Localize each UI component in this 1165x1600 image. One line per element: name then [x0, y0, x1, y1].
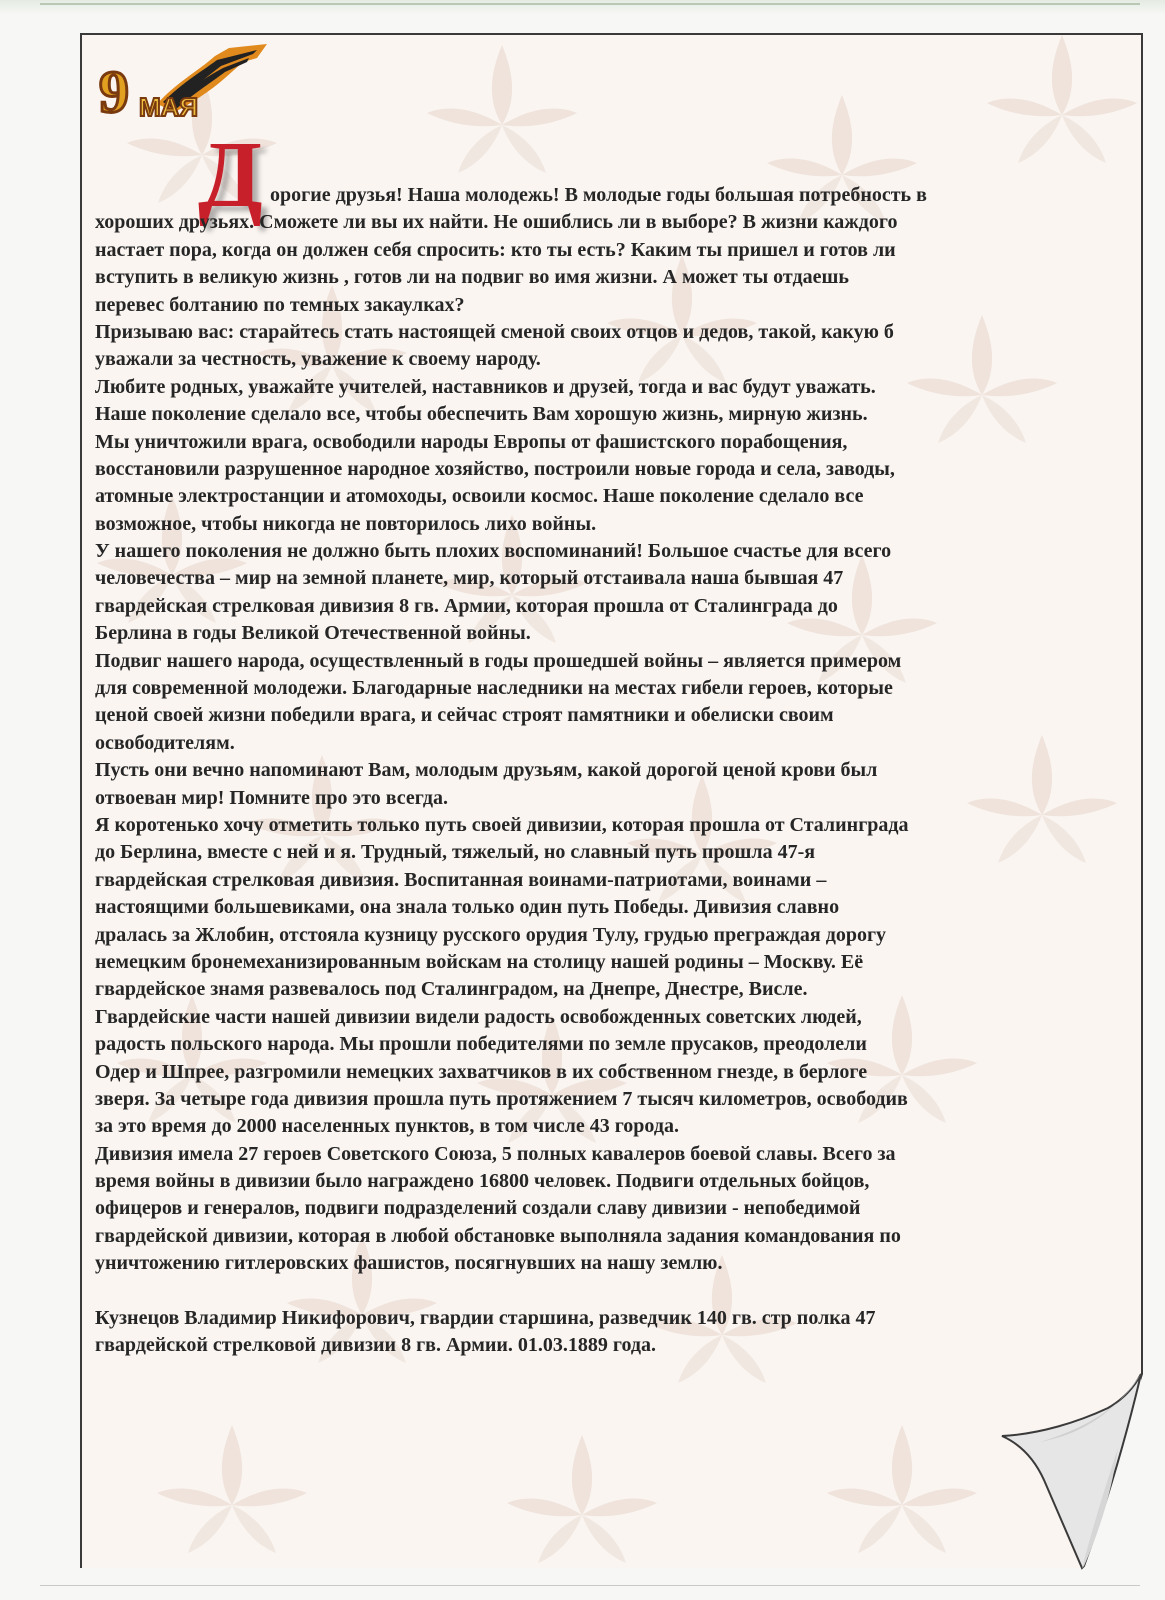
- letter-line: орогие друзья! Наша молодежь! В молодые годы большая потребность в: [270, 184, 927, 206]
- letter-line: перевес болтанию по темных закаулках?: [95, 293, 465, 316]
- letter-line: настает пора, когда он должен себя спросить: кто ты есть? Каким ты пришел и готов ли: [95, 238, 896, 261]
- scan-mark: [40, 3, 1140, 5]
- letter-line: У нашего поколения не должно быть плохих воспоминаний! Большое счастье для всего: [95, 540, 892, 563]
- signature-line: Кузнецов Владимир Никифорович, гвардии старшина, разведчик 140 гв. стр полка 47: [95, 1307, 876, 1330]
- letter-line: Берлина в годы Великой Отечественной войны.: [95, 622, 531, 645]
- letter-line: уничтожению гитлеровских фашистов, посягнувших на нашу землю.: [95, 1252, 723, 1275]
- letter-line: Дивизия имела 27 героев Советского Союза, 5 полных кавалеров боевой славы. Всего за: [95, 1142, 896, 1165]
- letter-line: зверя. За четыре года дивизия прошла путь протяжением 7 тысяч километров, освободив: [95, 1087, 908, 1110]
- letter-line: время войны в дивизии было награждено 16800 человек. Подвиги отдельных бойцов,: [95, 1170, 870, 1193]
- letter-line: ценой своей жизни победили врага, и сейчас строят памятники и обелиски своим: [95, 704, 834, 727]
- letter-line: дралась за Жлобин, отстояла кузницу русского орудия Тулу, грудью преграждая дорогу: [95, 923, 887, 946]
- letter-line: немецким бронемеханизированным войскам на столицу нашей родины – Москву. Её: [95, 950, 864, 973]
- svg-text:9: 9: [99, 59, 129, 125]
- letter-line: Наше поколение сделало все, чтобы обеспечить Вам хорошую жизнь, мирную жизнь.: [95, 403, 868, 426]
- letter-line: хороших друзьях. Сможете ли вы их найти. Не ошиблись ли в выборе? В жизни каждого: [95, 211, 898, 234]
- page-curl: [1000, 1370, 1145, 1570]
- letter-line: освободителям.: [95, 731, 235, 754]
- letter-line: Гвардейские части нашей дивизии видели радость освобожденных советских людей,: [95, 1005, 862, 1028]
- letter-line: настоящими большевиками, она знала только один путь Победы. Дивизия славно: [95, 896, 840, 919]
- letter-line: для современной молодежи. Благодарные наследники на местах гибели героев, которые: [95, 677, 893, 700]
- letter-line: человечества – мир на земной планете, мир, который отстаивала наша бывшая 47: [95, 567, 844, 590]
- paragraph-gap: [95, 1278, 1095, 1305]
- letter-line: Одер и Шпрее, разгромили немецких захватчиков в их собственном гнезде, в берлоге: [95, 1060, 868, 1083]
- letter-line: возможное, чтобы никогда не повторилось лихо войны.: [95, 512, 597, 535]
- letter-line: Я коротенько хочу отметить только путь своей дивизии, которая прошла от Сталинграда: [95, 813, 909, 836]
- letter-line: уважали за честность, уважение к своему народу.: [95, 348, 541, 371]
- scan-top-edge: [0, 0, 1165, 14]
- letter-line: гвардейская стрелковая дивизия 8 гв. Армии, которая прошла от Сталинграда до: [95, 594, 838, 617]
- signature-line: гвардейской стрелковой дивизии 8 гв. Армии. 01.03.1889 года.: [95, 1334, 657, 1357]
- letter-line: вступить в великую жизнь , готов ли на подвиг во имя жизни. А может ты отдаешь: [95, 266, 849, 289]
- letter-line: гвардейское знамя развевалось под Сталинградом, на Днепре, Днестре, Висле.: [95, 978, 808, 1001]
- scan-bottom-line: [40, 1585, 1140, 1586]
- letter-line: восстановили разрушенное народное хозяйство, построили новые города и села, заводы,: [95, 457, 895, 480]
- letter-line: Любите родных, уважайте учителей, наставников и друзей, тогда и вас будут уважать.: [95, 375, 876, 398]
- letter-body: [95, 182, 1095, 1360]
- letter-line: Мы уничтожили врага, освободили народы Европы от фашистского порабощения,: [95, 430, 848, 453]
- letter-line: офицеров и генералов, подвиги подразделений создали славу дивизии - непобедимой: [95, 1197, 861, 1220]
- letter-line: Призываю вас: старайтесь стать настоящей сменой своих отцов и дедов, такой, какую б: [95, 320, 894, 343]
- logo-text: [99, 59, 198, 125]
- victory-day-logo: [97, 42, 267, 126]
- letter-line: до Берлина, вместе с ней и я. Трудный, тяжелый, но славный путь прошла 47-я: [95, 841, 816, 864]
- letter-line: отвоеван мир! Помните про это всегда.: [95, 786, 448, 809]
- letter-line: за это время до 2000 населенных пунктов, в том числе 43 города.: [95, 1115, 679, 1138]
- svg-text:МАЯ: МАЯ: [139, 92, 199, 122]
- drop-cap-letter: Д: [198, 123, 263, 227]
- letter-line: Пусть они вечно напоминают Вам, молодым друзьям, какой дорогой ценой крови был: [95, 759, 878, 782]
- letter-line: гвардейская стрелковая дивизия. Воспитанная воинами-патриотами, воинами –: [95, 868, 827, 891]
- letter-line: атомные электростанции и атомоходы, освоили космос. Наше поколение сделало все: [95, 485, 864, 508]
- letter-line: гвардейской дивизии, которая в любой обстановке выполняла задания командования по: [95, 1224, 901, 1247]
- letter-line: радость польского народа. Мы прошли победителями по земле прусаков, преодолели: [95, 1033, 867, 1056]
- letter-line: Подвиг нашего народа, осуществленный в годы прошедшей войны – является примером: [95, 649, 902, 672]
